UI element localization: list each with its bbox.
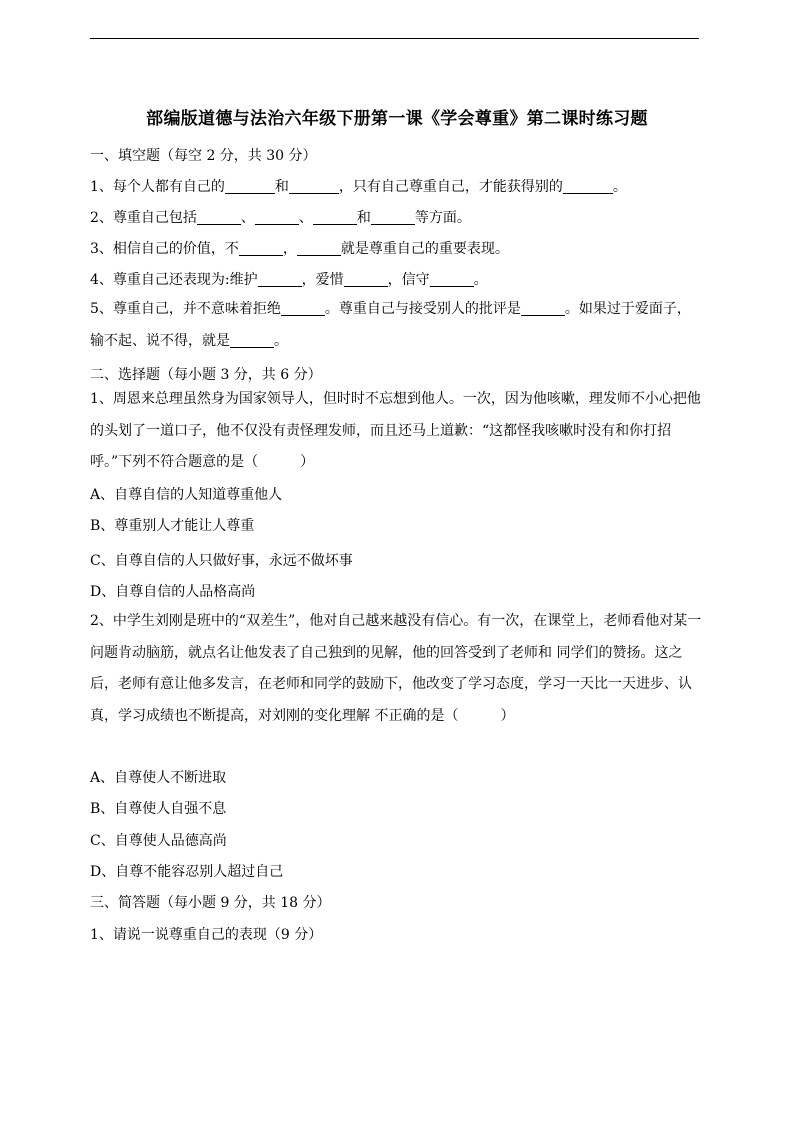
answer-blank[interactable]	[258, 272, 302, 287]
choice-option[interactable]: A、自尊使人不断进取	[90, 770, 227, 786]
answer-blank[interactable]	[239, 241, 283, 256]
page-title: 部编版道德与法治六年级下册第一课《学会尊重》第二课时练习题	[146, 109, 648, 129]
answer-blank[interactable]	[344, 272, 388, 287]
choice-option[interactable]: B、自尊使人自强不息	[90, 801, 227, 817]
choice-option[interactable]: C、自尊自信的人只做好事，永远不做坏事	[90, 553, 353, 569]
answer-blank[interactable]	[197, 210, 241, 225]
fill-question-2: 2、尊重自己包括 、 、 和 等方面。	[90, 210, 471, 226]
fill-question-5: 5、尊重自己，并不意味着拒绝 。尊重自己与接受别人的批评是 。如果过于爱面子，输不起、说不得，就是 。	[90, 301, 691, 349]
answer-blank[interactable]	[313, 210, 357, 225]
fill-question-4: 4、尊重自己还表现为:维护 ，爱惜 ，信守 。	[90, 272, 488, 288]
answer-blank[interactable]	[255, 210, 299, 225]
choice-option[interactable]: D、自尊自信的人品格高尚	[90, 584, 256, 600]
answer-blank[interactable]	[297, 241, 341, 256]
fill-question-3: 3、相信自己的价值，不 ， 就是尊重自己的重要表现。	[90, 241, 509, 257]
answer-blank[interactable]	[430, 272, 474, 287]
section2-heading: 二、选择题（每小题 3 分，共 6 分）	[90, 367, 322, 383]
answer-blank[interactable]	[230, 333, 274, 348]
choice-question-2-stem: 2、中学生刘刚是班中的“双差生”，他对自己越来越没有信心。有一次，在课堂上，老师看他对某一问题肯动脑筋，就点名让他发表了自己独到的见解，他的回答受到了老师和 同学们的赞扬。这之后，老师有意让他多发言，在老师和同学的鼓励下，他改变了学习态度，学习一天比一天进步、认真，学习成绩也不断提高，对刘刚的变化理解 不正确的是（ ）	[90, 613, 702, 724]
header-rule	[90, 38, 699, 39]
answer-blank[interactable]	[521, 301, 565, 316]
choice-option[interactable]: D、自尊不能容忍别人超过自己	[90, 864, 284, 880]
fill-question-1: 1、每个人都有自己的 和 ，只有自己尊重自己，才能获得别的 。	[90, 179, 627, 195]
answer-blank[interactable]	[281, 301, 325, 316]
section1-heading: 一、填空题（每空 2 分，共 30 分）	[90, 148, 317, 164]
choice-question-1-stem: 1、周恩来总理虽然身为国家领导人，但时时不忘想到他人。一次，因为他咳嗽，理发师不小心把他的头划了一道口子，他不仅没有责怪理发师，而且还马上道歉：“这都怪我咳嗽时没有和你打招呼。”下列不符合题意的是（ ）	[90, 391, 701, 470]
answer-blank[interactable]	[289, 179, 339, 194]
short-answer-question-1: 1、请说一说尊重自己的表现（9 分）	[90, 927, 323, 943]
answer-blank[interactable]	[371, 210, 415, 225]
answer-blank[interactable]	[563, 179, 613, 194]
section3-heading: 三、简答题（每小题 9 分，共 18 分）	[90, 895, 331, 911]
choice-option[interactable]: C、自尊使人品德高尚	[90, 833, 227, 849]
choice-option[interactable]: A、自尊自信的人知道尊重他人	[90, 487, 283, 503]
answer-blank[interactable]	[225, 179, 275, 194]
choice-option[interactable]: B、尊重别人才能让人尊重	[90, 518, 255, 534]
